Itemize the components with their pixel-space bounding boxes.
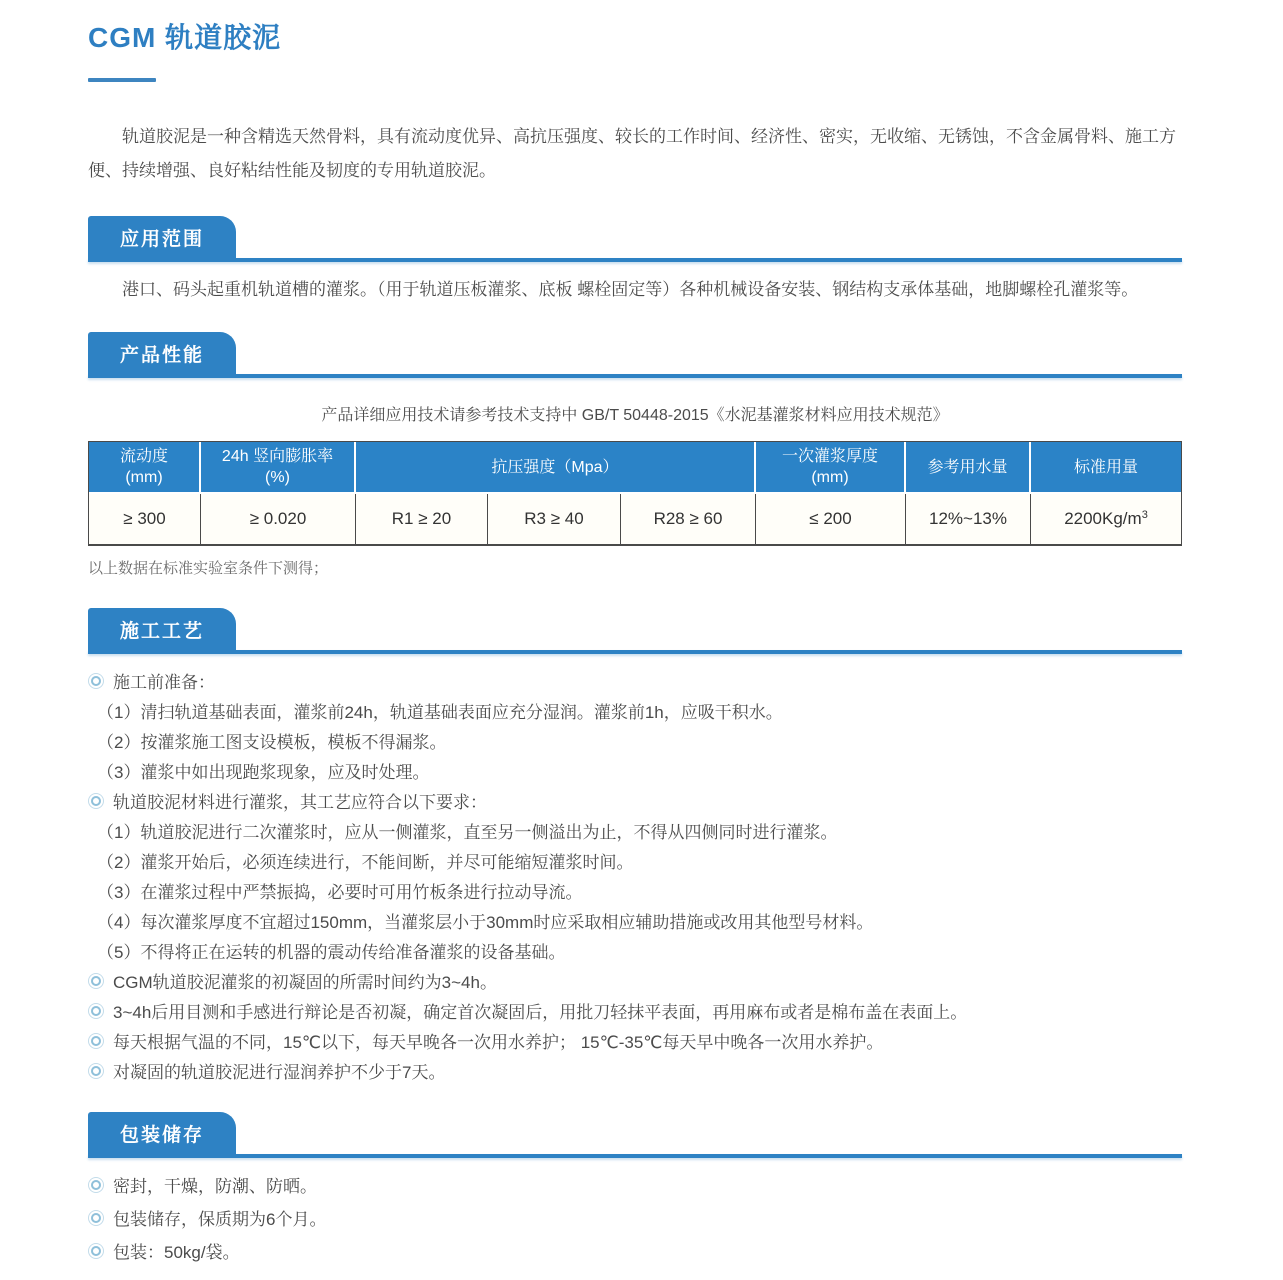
- list-item-text: 3~4h后用目测和手感进行辩论是否初凝，确定首次凝固后，用批刀轻抹平表面，再用麻布或者是棉布盖在表面上。: [113, 1003, 968, 1022]
- header-title: 参考用水量: [927, 458, 1008, 476]
- list-item: [97, 940, 1182, 966]
- table-header-expansion: [201, 442, 356, 494]
- list-item-text: （2）灌浆开始后，必须连续进行，不能间断，并尽可能缩短灌浆时间。: [97, 853, 634, 872]
- section-application-header: [88, 216, 1182, 262]
- list-item: [88, 1174, 1182, 1200]
- section-tab-construction: 施工工艺: [88, 608, 236, 650]
- list-item-text: 轨道胶泥材料进行灌浆，其工艺应符合以下要求：: [113, 793, 487, 812]
- list-item: [88, 790, 1182, 816]
- header-title: 抗压强度（Mpa）: [491, 458, 619, 476]
- cell-value: R28 ≥ 60: [653, 509, 723, 528]
- table-cell-thickness: [756, 494, 906, 544]
- intro-paragraph: 轨道胶泥是一种含精选天然骨料，具有流动度优异、高抗压强度、较长的工作时间、经济性、密实，无收缩、无锈蚀，不含金属骨料、施工方便、持续增强、良好粘结性能及韧度的专用轨道胶泥。: [88, 127, 1176, 180]
- list-item: [97, 910, 1182, 936]
- performance-standard-note: 产品详细应用技术请参考技术支持中 GB/T 50448-2015《水泥基灌浆材料应用技术规范》: [321, 407, 949, 424]
- cell-value: R3 ≥ 40: [524, 509, 584, 528]
- circle-bullet-icon: [91, 1180, 101, 1190]
- circle-bullet-icon: [91, 1006, 101, 1016]
- section-packaging-header: [88, 1112, 1182, 1158]
- circle-bullet-icon: [91, 1213, 101, 1223]
- table-cell-usage: [1031, 494, 1181, 544]
- list-item: [97, 730, 1182, 756]
- page-title: CGM 轨道胶泥: [88, 22, 282, 53]
- performance-table: [88, 441, 1182, 546]
- table-cell-expansion: [201, 494, 356, 544]
- cell-value: R1 ≥ 20: [391, 509, 452, 528]
- header-title: 流动度: [119, 448, 168, 465]
- header-unit: (mm): [125, 469, 163, 486]
- list-item: [97, 850, 1182, 876]
- cell-value: ≥ 0.020: [249, 509, 307, 528]
- section-construction-header: [88, 608, 1182, 654]
- construction-list: [88, 670, 1182, 1086]
- circle-bullet-icon: [91, 676, 101, 686]
- header-title: 一次灌浆厚度: [781, 448, 878, 465]
- title-underline: [88, 78, 156, 82]
- list-item-text: 对凝固的轨道胶泥进行湿润养护不少于7天。: [113, 1063, 446, 1082]
- table-cell-flowability: [89, 494, 201, 544]
- list-item: [88, 1240, 1182, 1266]
- cell-value: ≥ 300: [123, 509, 166, 528]
- section-tab-packaging: 包装储存: [88, 1112, 236, 1154]
- table-header-grouting-thickness: [756, 442, 906, 494]
- table-header-flowability: [89, 442, 201, 494]
- list-item-text: （3）灌浆中如出现跑浆现象，应及时处理。: [97, 763, 430, 782]
- table-cell-r28: [621, 494, 756, 544]
- section-rule: [88, 650, 1182, 654]
- table-header-water-ratio: [906, 442, 1031, 494]
- header-title: 24h 竖向膨胀率: [221, 448, 334, 465]
- circle-bullet-icon: [91, 1246, 101, 1256]
- table-cell-r1: [356, 494, 488, 544]
- list-item: [97, 760, 1182, 786]
- cell-value: 12%~13%: [929, 509, 1007, 528]
- list-item-text: 包装储存，保质期为6个月。: [113, 1210, 327, 1229]
- section-rule: [88, 1154, 1182, 1158]
- list-item-text: （5）不得将正在运转的机器的震动传给准备灌浆的设备基础。: [97, 943, 566, 962]
- list-item-text: 每天根据气温的不同，15℃以下，每天早晚各一次用水养护； 15℃-35℃每天早中晚各一次用水养护。: [113, 1033, 884, 1052]
- section-tab-application: 应用范围: [88, 216, 236, 258]
- packaging-list: [88, 1174, 1182, 1266]
- cell-value: 2200Kg/m: [1064, 509, 1142, 528]
- list-item: [88, 1060, 1182, 1086]
- application-text: 港口、码头起重机轨道槽的灌浆。（用于轨道压板灌浆、底板 螺栓固定等）各种机械设备安装、钢结构支承体基础，地脚螺栓孔灌浆等。: [122, 280, 1139, 299]
- list-item-text: CGM轨道胶泥灌浆的初凝固的所需时间约为3~4h。: [113, 973, 497, 992]
- section-rule: [88, 258, 1182, 262]
- list-item: [88, 1207, 1182, 1233]
- list-item-text: （3）在灌浆过程中严禁振捣，必要时可用竹板条进行拉动导流。: [97, 883, 583, 902]
- section-tab-performance: 产品性能: [88, 332, 236, 374]
- table-cell-water: [906, 494, 1031, 544]
- list-item-text: （1）清扫轨道基础表面，灌浆前24h，轨道基础表面应充分湿润。灌浆前1h，应吸干积水。: [97, 703, 783, 722]
- list-item: [88, 1000, 1182, 1026]
- section-performance-header: [88, 332, 1182, 378]
- list-item-text: （2）按灌浆施工图支设模板，模板不得漏浆。: [97, 733, 447, 752]
- header-title: 标准用量: [1073, 458, 1138, 476]
- header-unit: (%): [265, 469, 290, 486]
- section-rule: [88, 374, 1182, 378]
- table-cell-r3: [488, 494, 621, 544]
- table-header-compressive-strength: [356, 442, 756, 494]
- list-item-text: 密封，干燥，防潮、防晒。: [113, 1177, 317, 1196]
- list-item-text: 施工前准备：: [113, 673, 215, 692]
- list-item: [97, 700, 1182, 726]
- list-item-text: 包装：50kg/袋。: [113, 1243, 240, 1262]
- circle-bullet-icon: [91, 976, 101, 986]
- circle-bullet-icon: [91, 1036, 101, 1046]
- list-item: [88, 670, 1182, 696]
- list-item-text: （1）轨道胶泥进行二次灌浆时，应从一侧灌浆，直至另一侧溢出为止，不得从四侧同时进行灌浆。: [97, 823, 838, 842]
- cell-superscript: 3: [1141, 509, 1148, 521]
- header-unit: (mm): [811, 469, 849, 486]
- table-header-standard-usage: [1031, 442, 1181, 494]
- circle-bullet-icon: [91, 1066, 101, 1076]
- table-footnote: 以上数据在标准实验室条件下测得；: [88, 560, 329, 577]
- list-item-text: （4）每次灌浆厚度不宜超过150mm，当灌浆层小于30mm时应采取相应辅助措施或改用其他型号材料。: [97, 913, 874, 932]
- page-content: [88, 0, 1182, 1266]
- list-item: [88, 1030, 1182, 1056]
- list-item: [88, 970, 1182, 996]
- list-item: [97, 880, 1182, 906]
- cell-value: ≤ 200: [809, 509, 852, 528]
- circle-bullet-icon: [91, 796, 101, 806]
- list-item: [97, 820, 1182, 846]
